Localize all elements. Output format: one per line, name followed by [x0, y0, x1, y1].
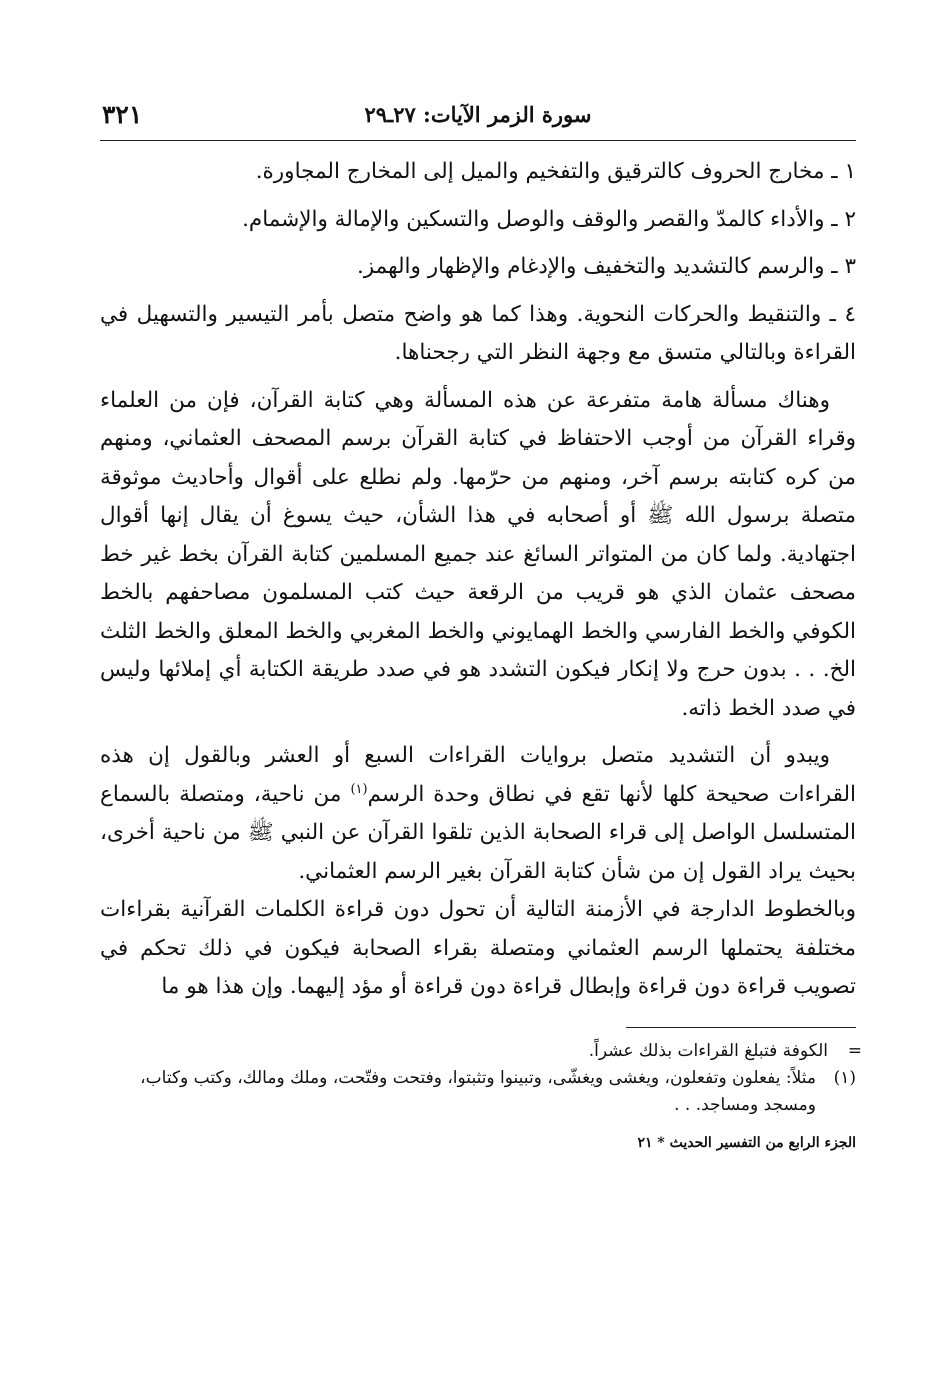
footnote-1	[100, 1065, 856, 1119]
paragraph-readings	[100, 737, 856, 891]
footnote-continuation	[100, 1038, 862, 1065]
list-item: ٤ ـ والتنقيط والحركات النحوية. وهذا كما هو واضح متصل بأمر التيسير والتسهيل في القراءة وبالتالي متسق مع وجهة النظر التي رجحناها.	[100, 301, 856, 365]
paragraph-writing-of-quran: وهناك مسألة هامة متفرعة عن هذه المسألة وهي كتابة القرآن، فإن من العلماء وقراء القرآن من أوجب الاحتفاظ في كتابة القرآن برسم المصحف العثماني، ومنهم من كره كتابته برسم آخر، ومنهم من حرّمها. ولم نطلع على أقوال وأحاديث موثوقة متصلة برسول الله ﷺ أو أصحابه في هذا الشأن، حيث يسوغ أن يقال إنها أقوال اجتهادية. ولما كان من المتواتر السائغ عند جميع المسلمين كتابة القرآن بخط غير خط مصحف عثمان الذي هو قريب من الرقعة حيث كتب المسلمون مصاحفهم بالخط الكوفي والخط الفارسي والخط الهمايوني والخط المغربي والخط المعلق والخط الثلث الخ. . . بدون حرج ولا إنكار فيكون التشدد هو في صدد طريقة الكتابة أي إملائها وليس في صدد الخط ذاته.	[100, 387, 857, 721]
paragraph-scripts: وبالخطوط الدارجة في الأزمنة التالية أن تحول دون قراءة الكلمات القرآنية بقراءات مختلفة يحتملها الرسم العثماني ومتصلة بقراء الصحابة فيكون في ذلك تحكم في تصويب قراءة دون قراءة وإبطال قراءة دون قراءة أو مؤد إليهما. وإن هذا هو ما	[100, 897, 856, 999]
volume-footer: الجزء الرابع من التفسير الحديث * ٢١	[637, 1134, 856, 1151]
running-title: سورة الزمر الآيات: ٢٧ـ٢٩	[364, 102, 592, 127]
paragraph-text: ويبدو أن التشديد متصل بروايات القراءات السبع أو العشر وبالقول إن هذه القراءات صحيحة كلها لأنها تقع في نطاق وحدة الرسم	[100, 743, 857, 807]
footnotes	[100, 1038, 862, 1119]
page-header	[100, 96, 856, 141]
footnote-separator	[626, 1027, 856, 1038]
paragraph-text: من ناحية، ومتصلة بالسماع المتسلسل الواصل إلى قراء الصحابة الذين تلقوا القرآن عن النبي ﷺ من ناحية أخرى، بحيث يراد القول إن من شأن كتابة القرآن بغير الرسم العثماني.	[100, 781, 856, 884]
footnote-text: الكوفة فتبلغ القراءات بذلك عشراً.	[588, 1040, 828, 1061]
list-item: ٣ ـ والرسم كالتشديد والتخفيف والإدغام والإظهار والهمز.	[356, 254, 856, 279]
footnote-reference[interactable]: (١)	[350, 781, 368, 797]
footnote-marker: (١)	[833, 1067, 856, 1088]
list-item: ١ ـ مخارج الحروف كالترقيق والتفخيم والميل إلى المخارج المجاورة.	[255, 159, 856, 184]
main-text	[100, 153, 856, 1007]
continuation-marker: =	[847, 1040, 862, 1061]
book-page	[100, 96, 862, 1337]
list-item: ٢ ـ والأداء كالمدّ والقصر والوقف والوصل والتسكين والإمالة والإشمام.	[242, 206, 856, 232]
page-number: ٣٢١	[102, 100, 143, 129]
footnote-text: مثلاً: يفعلون وتفعلون، ويغشى ويغشّى، وتبينوا وتثبتوا، وفتحت وفتّحت، وملك ومالك، وكتب وكتاب، ومسجد ومساجد. . .	[140, 1067, 816, 1115]
